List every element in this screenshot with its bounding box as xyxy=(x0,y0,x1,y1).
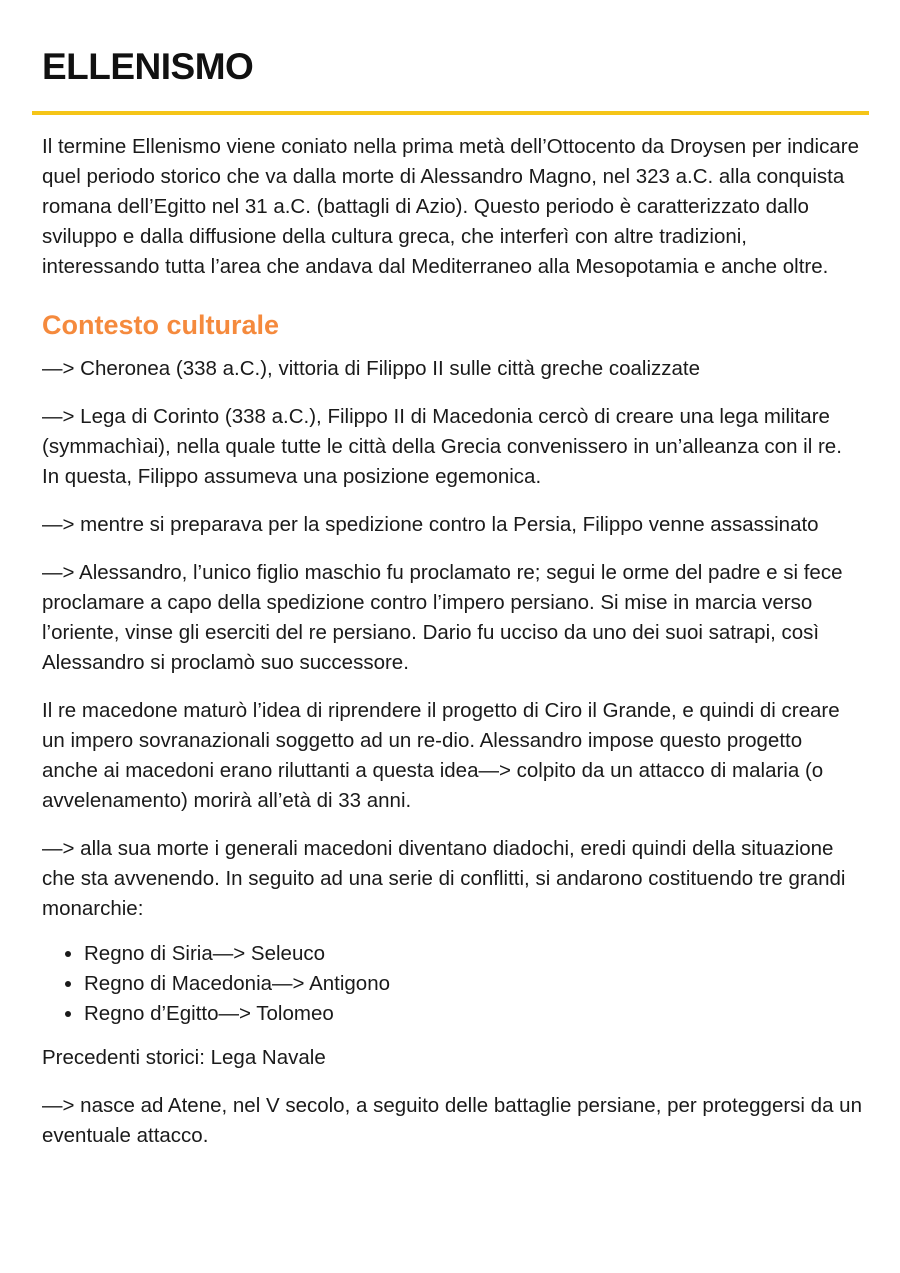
intro-paragraph: Il termine Ellenismo viene coniato nella prima metà dell’Ottocento da Droysen per indicare quel periodo storico che va dalla morte di Alessandro Magno, nel 323 a.C. alla conquista romana dell’Egitto nel 31 a.C. (battagli di Azio). Questo periodo è caratterizzato dallo sviluppo e dalla diffusione della cultura greca, che interferì con altre tradizioni, interessando tutta l’area che andava dal Mediterraneo alla Mesopotamia e anche oltre. xyxy=(42,135,859,278)
kingdoms-list xyxy=(42,939,862,1029)
paragraph-precedenti: Precedenti storici: Lega Navale xyxy=(42,1046,326,1069)
paragraph-filippo-assassinato: —> mentre si preparava per la spedizione contro la Persia, Filippo venne assassinato xyxy=(42,513,819,536)
document-body xyxy=(42,132,862,1169)
paragraph-alessandro: —> Alessandro, l’unico figlio maschio fu proclamato re; segui le orme del padre e si fece proclamare a capo della spedizione contro l’impero persiano. Si mise in marcia verso l’oriente, vinse gli eserciti del re persiano. Dario fu ucciso da uno dei suoi satrapi, così Alessandro si proclamò suo successore. xyxy=(42,561,843,674)
paragraph-lega-corinto: —> Lega di Corinto (338 a.C.), Filippo II di Macedonia cercò di creare una lega militare (symmachìai), nella quale tutte le città della Grecia convenissero in un’alleanza con il re. In questa, Filippo assumeva una posizione egemonica. xyxy=(42,405,842,488)
paragraph-diadochi: —> alla sua morte i generali macedoni diventano diadochi, eredi quindi della situazione che sta avvenendo. In seguito ad una serie di conflitti, si andarono costituendo tre grandi monarchie: xyxy=(42,837,846,920)
paragraph-cheronea: —> Cheronea (338 a.C.), vittoria di Filippo II sulle città greche coalizzate xyxy=(42,357,701,380)
section-heading: Contesto culturale xyxy=(42,310,280,340)
paragraph-lega-navale: —> nasce ad Atene, nel V secolo, a seguito delle battaglie persiane, per proteggersi da un eventuale attacco. xyxy=(42,1094,862,1147)
list-item: • Regno di Macedonia—> Antigono xyxy=(84,969,862,999)
title-divider xyxy=(32,111,869,115)
list-item: • Regno di Siria—> Seleuco xyxy=(84,939,862,969)
page-title: ELLENISMO xyxy=(42,46,254,87)
paragraph-impero: Il re macedone maturò l’idea di riprendere il progetto di Ciro il Grande, e quindi di creare un impero sovranazionali soggetto ad un re-dio. Alessandro impose questo progetto anche ai macedoni erano riluttanti a questa idea—> colpito da un attacco di malaria (o avvelenamento) morirà all’età di 33 anni. xyxy=(42,699,840,812)
list-item: • Regno d’Egitto—> Tolomeo xyxy=(84,999,862,1029)
